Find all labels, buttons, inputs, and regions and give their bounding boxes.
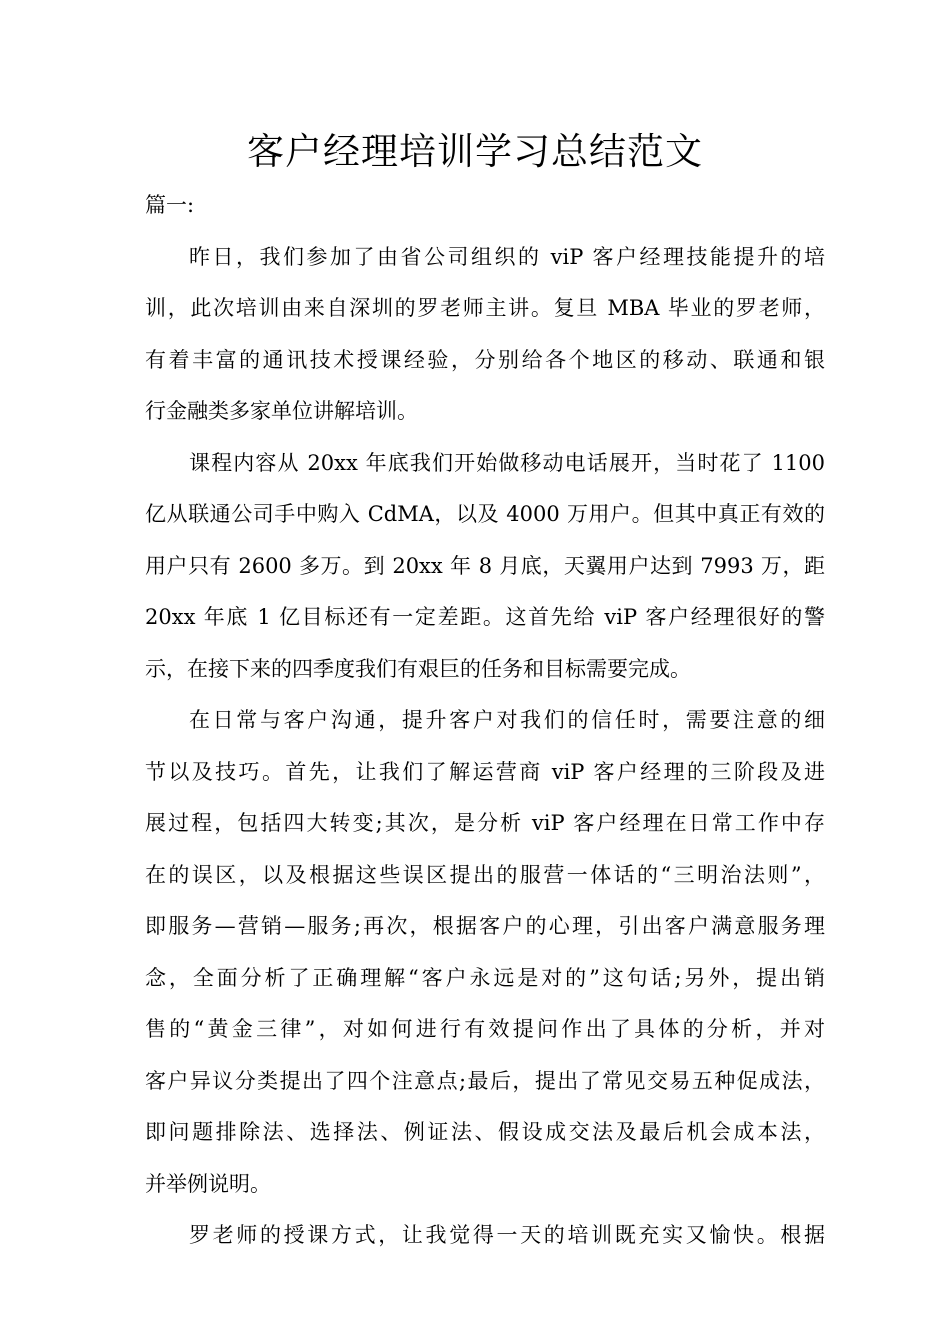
- text-line: 昨日，我们参加了由省公司组织的 viP 客户经理技能提升的培: [189, 244, 825, 269]
- text-line: 在日常与客户沟通，提升客户对我们的信任时，需要注意的细: [189, 708, 825, 732]
- text-line: 用户只有 2600 多万。到 20xx 年 8 月底，天翼用户达到 7993 万，距: [145, 553, 825, 578]
- text-line: 节以及技巧。首先，让我们了解运营商 viP 客户经理的三阶段及进: [145, 759, 825, 784]
- text-line: 罗老师的授课方式，让我觉得一天的培训既充实又愉快。根据: [189, 1223, 825, 1247]
- document-body: [145, 180, 825, 1262]
- text-line: 亿从联通公司手中购入 CdMA，以及 4000 万用户。但其中真正有效的: [145, 502, 825, 526]
- text-line: 训，此次培训由来自深圳的罗老师主讲。复旦 MBA 毕业的罗老师，: [145, 296, 825, 320]
- text-line: 即问题排除法、选择法、例证法、假设成交法及最后机会成本法，: [145, 1120, 825, 1144]
- text-line: 行金融类多家单位讲解培训。: [145, 399, 418, 423]
- text-line: 有着丰富的通讯技术授课经验，分别给各个地区的移动、联通和银: [145, 347, 825, 372]
- text-line: 20xx 年底 1 亿目标还有一定差距。这首先给 viP 客户经理很好的警: [145, 605, 825, 629]
- text-line: 念，全面分析了正确理解“客户永远是对的”这句话;另外，提出销: [145, 965, 825, 990]
- text-line: 并举例说明。: [145, 1171, 271, 1196]
- document-title: 客户经理培训学习总结范文: [247, 130, 703, 173]
- text-line: 在的误区，以及根据这些误区提出的服营一体话的“三明治法则”，: [145, 862, 825, 887]
- text-line: 示，在接下来的四季度我们有艰巨的任务和目标需要完成。: [145, 656, 691, 681]
- text-line: 展过程，包括四大转变;其次，是分析 viP 客户经理在日常工作中存: [145, 811, 825, 835]
- text-line: 课程内容从 20xx 年底我们开始做移动电话展开，当时花了 1100: [189, 450, 825, 475]
- text-line: 即服务—营销—服务;再次，根据客户的心理，引出客户满意服务理: [145, 914, 825, 938]
- text-line: 客户异议分类提出了四个注意点;最后，提出了常见交易五种促成法，: [145, 1068, 825, 1093]
- text-line: 篇一:: [145, 193, 195, 217]
- text-line: 售的“黄金三律”，对如何进行有效提问作出了具体的分析，并对: [145, 1017, 825, 1041]
